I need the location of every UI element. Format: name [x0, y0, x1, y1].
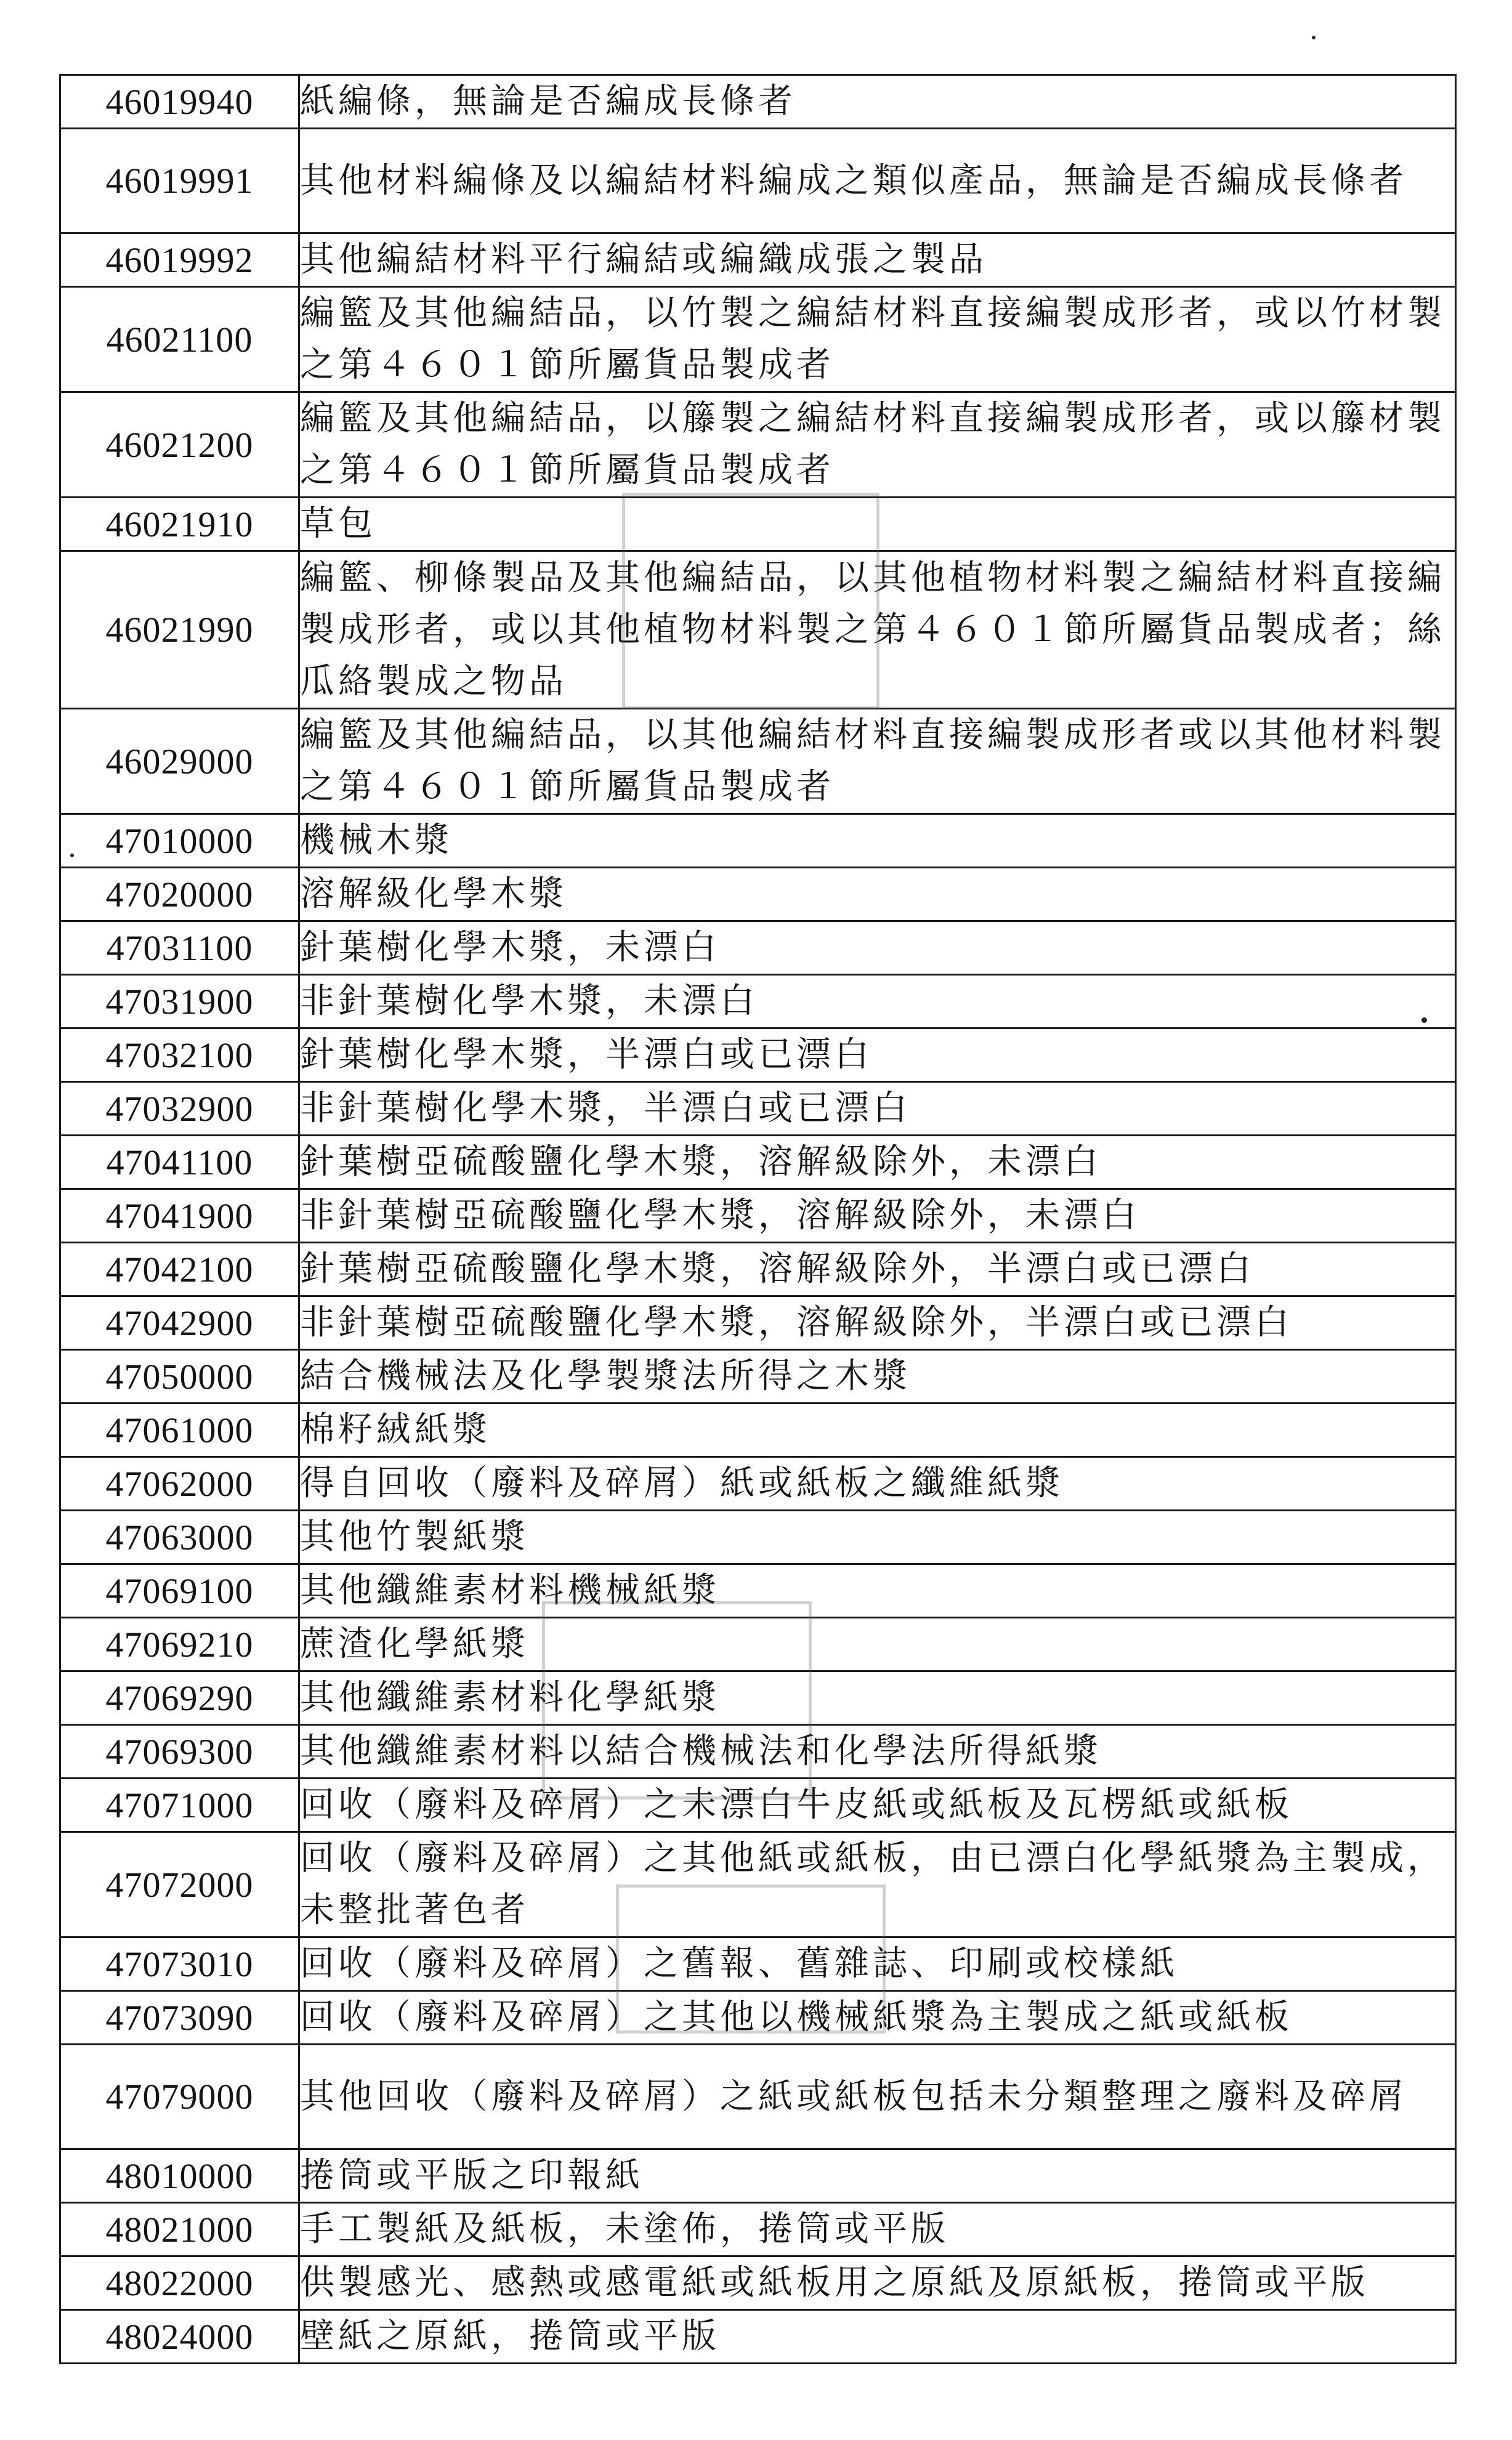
tariff-code: 46021910: [60, 498, 299, 551]
scan-speck: [1312, 36, 1316, 39]
scan-speck: [1421, 1017, 1427, 1023]
product-description: 其他竹製紙漿: [299, 1511, 1456, 1564]
tariff-code: 46021200: [60, 392, 299, 498]
product-description: 結合機械法及化學製漿法所得之木漿: [299, 1350, 1456, 1404]
table-row: [60, 129, 1456, 233]
product-description: 回收（廢料及碎屑）之其他以機械紙漿為主製成之紙或紙板: [299, 1991, 1456, 2045]
tariff-code: 47071000: [60, 1779, 299, 1832]
product-description: 非針葉樹亞硫酸鹽化學木漿，溶解級除外，未漂白: [299, 1189, 1456, 1243]
table-row: [60, 1028, 1456, 1082]
product-description: 其他編結材料平行編結或編織成張之製品: [299, 233, 1456, 287]
tariff-code: 47010000: [60, 814, 299, 868]
tariff-code: 47063000: [60, 1511, 299, 1564]
product-description: 棉籽絨紙漿: [299, 1404, 1456, 1457]
product-description: 回收（廢料及碎屑）之舊報、舊雜誌、印刷或校樣紙: [299, 1937, 1456, 1991]
table-row: [60, 868, 1456, 921]
tariff-code: 48022000: [60, 2256, 299, 2310]
tariff-code: 48010000: [60, 2149, 299, 2203]
tariff-code: 47069100: [60, 1564, 299, 1618]
tariff-code: 47032900: [60, 1082, 299, 1136]
tariff-code: 47020000: [60, 868, 299, 921]
table-row: [60, 1511, 1456, 1564]
tariff-code: 47032100: [60, 1028, 299, 1082]
tariff-code: 46021990: [60, 551, 299, 709]
table-row: [60, 814, 1456, 868]
product-description: 草包: [299, 498, 1456, 551]
product-description: 壁紙之原紙，捲筒或平版: [299, 2310, 1456, 2364]
table-row: [60, 921, 1456, 975]
product-description: 其他纖維素材料化學紙漿: [299, 1671, 1456, 1725]
tariff-code: 47069290: [60, 1671, 299, 1725]
table-row: [60, 287, 1456, 392]
product-description: 非針葉樹化學木漿，未漂白: [299, 975, 1456, 1028]
faded-stamp-mark: [542, 1601, 812, 1800]
tariff-code: 47079000: [60, 2045, 299, 2149]
product-description: 手工製紙及紙板，未塗佈，捲筒或平版: [299, 2203, 1456, 2256]
faded-stamp-mark: [622, 493, 879, 709]
table-row: [60, 1189, 1456, 1243]
table-row: [60, 2256, 1456, 2310]
table-row: [60, 1404, 1456, 1457]
tariff-code: 47069300: [60, 1725, 299, 1779]
product-description: 機械木漿: [299, 814, 1456, 868]
product-description: 捲筒或平版之印報紙: [299, 2149, 1456, 2203]
product-description: 編籃及其他編結品，以其他編結材料直接編製成形者或以其他材料製之第４６０１節所屬貨品製成者: [299, 709, 1456, 814]
product-description: 回收（廢料及碎屑）之未漂白牛皮紙或紙板及瓦楞紙或紙板: [299, 1779, 1456, 1832]
product-description: 非針葉樹化學木漿，半漂白或已漂白: [299, 1082, 1456, 1136]
tariff-code: 47031900: [60, 975, 299, 1028]
tariff-code: 47061000: [60, 1404, 299, 1457]
table-row: [60, 1082, 1456, 1136]
product-description: 供製感光、感熱或感電紙或紙板用之原紙及原紙板，捲筒或平版: [299, 2256, 1456, 2310]
tariff-code: 47050000: [60, 1350, 299, 1404]
tariff-code: 47069210: [60, 1618, 299, 1671]
tariff-code: 47073010: [60, 1937, 299, 1991]
tariff-code: 47041100: [60, 1136, 299, 1189]
product-description: 針葉樹化學木漿，半漂白或已漂白: [299, 1028, 1456, 1082]
tariff-code: 47041900: [60, 1189, 299, 1243]
product-description: 其他纖維素材料以結合機械法和化學法所得紙漿: [299, 1725, 1456, 1779]
product-description: 回收（廢料及碎屑）之其他紙或紙板，由已漂白化學紙漿為主製成，未整批著色者: [299, 1832, 1456, 1937]
table-row: [60, 233, 1456, 287]
product-description: 蔗渣化學紙漿: [299, 1618, 1456, 1671]
product-description: 非針葉樹亞硫酸鹽化學木漿，溶解級除外，半漂白或已漂白: [299, 1296, 1456, 1350]
table-row: [60, 392, 1456, 498]
tariff-code: 47073090: [60, 1991, 299, 2045]
product-description: 針葉樹亞硫酸鹽化學木漿，溶解級除外，半漂白或已漂白: [299, 1243, 1456, 1296]
table-row: [60, 709, 1456, 814]
table-row: [60, 975, 1456, 1028]
product-description: 其他材料編條及以編結材料編成之類似產品，無論是否編成長條者: [299, 129, 1456, 233]
tariff-code: 46021100: [60, 287, 299, 392]
tariff-code: 48021000: [60, 2203, 299, 2256]
product-description: 其他回收（廢料及碎屑）之紙或紙板包括未分類整理之廢料及碎屑: [299, 2045, 1456, 2149]
product-description: 得自回收（廢料及碎屑）紙或紙板之纖維紙漿: [299, 1457, 1456, 1511]
tariff-code: 46019991: [60, 129, 299, 233]
table-row: [60, 1136, 1456, 1189]
tariff-code: 47031100: [60, 921, 299, 975]
table-row: [60, 75, 1456, 129]
product-description: 編籃及其他編結品，以籐製之編結材料直接編製成形者，或以籐材製之第４６０１節所屬貨品製成者: [299, 392, 1456, 498]
product-description: 其他纖維素材料機械紙漿: [299, 1564, 1456, 1618]
product-description: 編籃及其他編結品，以竹製之編結材料直接編製成形者，或以竹材製之第４６０１節所屬貨品製成者: [299, 287, 1456, 392]
table-row: [60, 1243, 1456, 1296]
product-description: 針葉樹化學木漿，未漂白: [299, 921, 1456, 975]
faded-stamp-mark: [616, 1885, 886, 2034]
product-description: 編籃、柳條製品及其他編結品，以其他植物材料製之編結材料直接編製成形者，或以其他植物材料製之第４６０１節所屬貨品製成者；絲瓜絡製成之物品: [299, 551, 1456, 709]
tariff-code: 46019992: [60, 233, 299, 287]
table-row: [60, 2149, 1456, 2203]
table-row: [60, 2045, 1456, 2149]
tariff-code: 47072000: [60, 1832, 299, 1937]
table-row: [60, 2203, 1456, 2256]
tariff-code: 47062000: [60, 1457, 299, 1511]
product-description: 針葉樹亞硫酸鹽化學木漿，溶解級除外，未漂白: [299, 1136, 1456, 1189]
product-description: 溶解級化學木漿: [299, 868, 1456, 921]
tariff-code: 46019940: [60, 75, 299, 129]
tariff-code: 46029000: [60, 709, 299, 814]
table-row: [60, 2310, 1456, 2364]
tariff-code: 48024000: [60, 2310, 299, 2364]
tariff-code: 47042900: [60, 1296, 299, 1350]
table-row: [60, 1457, 1456, 1511]
tariff-code: 47042100: [60, 1243, 299, 1296]
table-row: [60, 1350, 1456, 1404]
product-description: 紙編條，無論是否編成長條者: [299, 75, 1456, 129]
scan-speck: [70, 854, 74, 857]
table-row: [60, 1296, 1456, 1350]
